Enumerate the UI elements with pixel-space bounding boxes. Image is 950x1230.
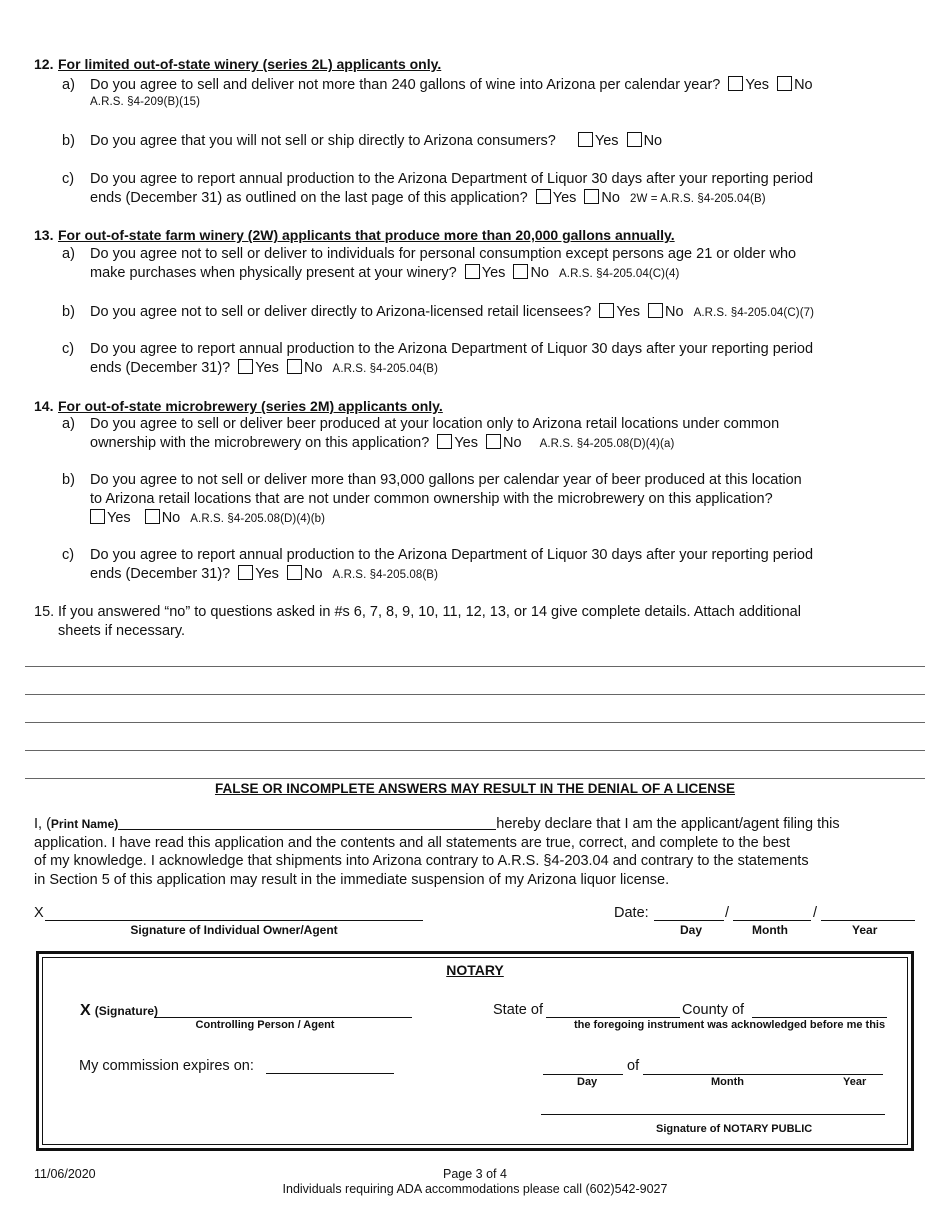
q13-heading: 13. For out-of-state farm winery (2W) applicants that produce more than 20,000 gallons annually. (34, 227, 675, 243)
q12c-no-checkbox[interactable] (584, 189, 599, 204)
q13c-no-checkbox[interactable] (287, 359, 302, 374)
q14c: c) Do you agree to report annual production to the Arizona Department of Liquor 30 days after your reporting period ends (December 31)? Yes No A.R.S. §4-205.08(B) (62, 547, 814, 582)
date-month-field[interactable] (733, 905, 811, 921)
q12b: b) Do you agree that you will not sell or ship directly to Arizona consumers? Yes No (62, 133, 663, 149)
owner-signature-field[interactable] (45, 905, 423, 921)
q13c: c) Do you agree to report annual production to the Arizona Department of Liquor 30 days after your reporting period ends (December 31)? Yes No A.R.S. §4-205.04(B) (62, 341, 814, 376)
notary-signature-x: X (Signature) (80, 1002, 159, 1019)
details-line-2[interactable] (25, 694, 925, 695)
warning-heading: FALSE OR INCOMPLETE ANSWERS MAY RESULT IN THE DENIAL OF A LICENSE (214, 781, 736, 796)
q12a-no-checkbox[interactable] (777, 76, 792, 91)
q15: 15. If you answered “no” to questions asked in #s 6, 7, 8, 9, 10, 11, 12, 13, or 14 give complete details. Attach additional sheets if necessary. (34, 604, 801, 639)
notary-box (36, 951, 914, 1151)
date-day-field[interactable] (654, 905, 724, 921)
details-line-5[interactable] (25, 778, 925, 779)
q14-heading: 14. For out-of-state microbrewery (series 2M) applicants only. (34, 398, 443, 414)
notary-controlling-signature-field[interactable] (154, 1002, 412, 1018)
ack-day-field[interactable] (543, 1059, 623, 1075)
print-name-field[interactable] (118, 816, 496, 830)
q12a-yes-checkbox[interactable] (728, 76, 743, 91)
q14a-no-checkbox[interactable] (486, 434, 501, 449)
q14c-no-checkbox[interactable] (287, 565, 302, 580)
q14a-yes-checkbox[interactable] (437, 434, 452, 449)
declaration: I, (Print Name) hereby declare that I am the applicant/agent filing this application. I have read this application and the contents and all statements are true, correct, and complete to the best of my knowledge. I acknowledge that shipments into Arizona contrary to A.R.S. §4-203.04 and contrary to the statements in Section 5 of this application may result in the immediate suspension of my Arizona liquor license. (34, 816, 840, 888)
q14a: a) Do you agree to sell or deliver beer produced at your location only to Arizona retail locations under common ownership with the microbrewery on this application? Yes No A.R.S. §4-205.08(D)(4)(a) (62, 416, 780, 451)
details-line-1[interactable] (25, 666, 925, 667)
q13a-no-checkbox[interactable] (513, 264, 528, 279)
q13b-yes-checkbox[interactable] (599, 303, 614, 318)
county-field[interactable] (752, 1002, 887, 1018)
q13b-no-checkbox[interactable] (648, 303, 663, 318)
q13a: a) Do you agree not to sell or deliver to individuals for personal consumption except persons age 21 or older who make purchases when physically present at your winery? Yes No A.R.S. §4-205.04(C)(4) (62, 246, 797, 281)
commission-label: My commission expires on: (79, 1058, 254, 1074)
notary-title: NOTARY (446, 962, 504, 978)
q14b-no-checkbox[interactable] (145, 509, 160, 524)
q12b-yes-checkbox[interactable] (578, 132, 593, 147)
footer-date: 11/06/2020 (34, 1167, 96, 1181)
notary-public-label: Signature of NOTARY PUBLIC (656, 1123, 813, 1135)
q13c-yes-checkbox[interactable] (238, 359, 253, 374)
q12-heading: 12. For limited out-of-state winery (series 2L) applicants only. (34, 56, 442, 72)
q14c-yes-checkbox[interactable] (238, 565, 253, 580)
q12a: a) Do you agree to sell and deliver not more than 240 gallons of wine into Arizona per calendar year? Yes No A.R.S. §4-209(B)(15) (62, 77, 813, 108)
q14b-yes-checkbox[interactable] (90, 509, 105, 524)
q13b: b) Do you agree not to sell or deliver directly to Arizona-licensed retail licensees? Yes No A.R.S. §4-205.04(C)(7) (62, 304, 815, 320)
q13a-yes-checkbox[interactable] (465, 264, 480, 279)
date-label: Date: (614, 905, 649, 921)
details-line-3[interactable] (25, 722, 925, 723)
county-of-label: County of (682, 1002, 745, 1018)
state-of-label: State of (493, 1002, 543, 1018)
ack-month-year-field[interactable] (643, 1059, 883, 1075)
notary-public-signature-field[interactable] (541, 1114, 885, 1115)
commission-expires-field[interactable] (266, 1058, 394, 1074)
page-number: Page 3 of 4 (443, 1167, 507, 1181)
q12b-no-checkbox[interactable] (627, 132, 642, 147)
details-line-4[interactable] (25, 750, 925, 751)
owner-signature-label: Signature of Individual Owner/Agent (130, 923, 338, 937)
date-year-field[interactable] (821, 905, 915, 921)
q12c: c) Do you agree to report annual production to the Arizona Department of Liquor 30 days after your reporting period ends (December 31) as outlined on the last page of this application? Yes No 2W = A.R.S. §4-205.04(B) (62, 171, 814, 206)
ada-notice: Individuals requiring ADA accommodations please call (602)542-9027 (282, 1182, 668, 1196)
q14b: b) Do you agree to not sell or deliver more than 93,000 gallons per calendar year of beer produced at this location to Arizona retail locations that are not under common ownership with the microbrewery on this application? Yes No A.R.S. §4-205.08(D)(4)(b) (62, 472, 802, 526)
owner-signature-x: X (34, 905, 44, 921)
state-field[interactable] (546, 1002, 680, 1018)
q12c-yes-checkbox[interactable] (536, 189, 551, 204)
